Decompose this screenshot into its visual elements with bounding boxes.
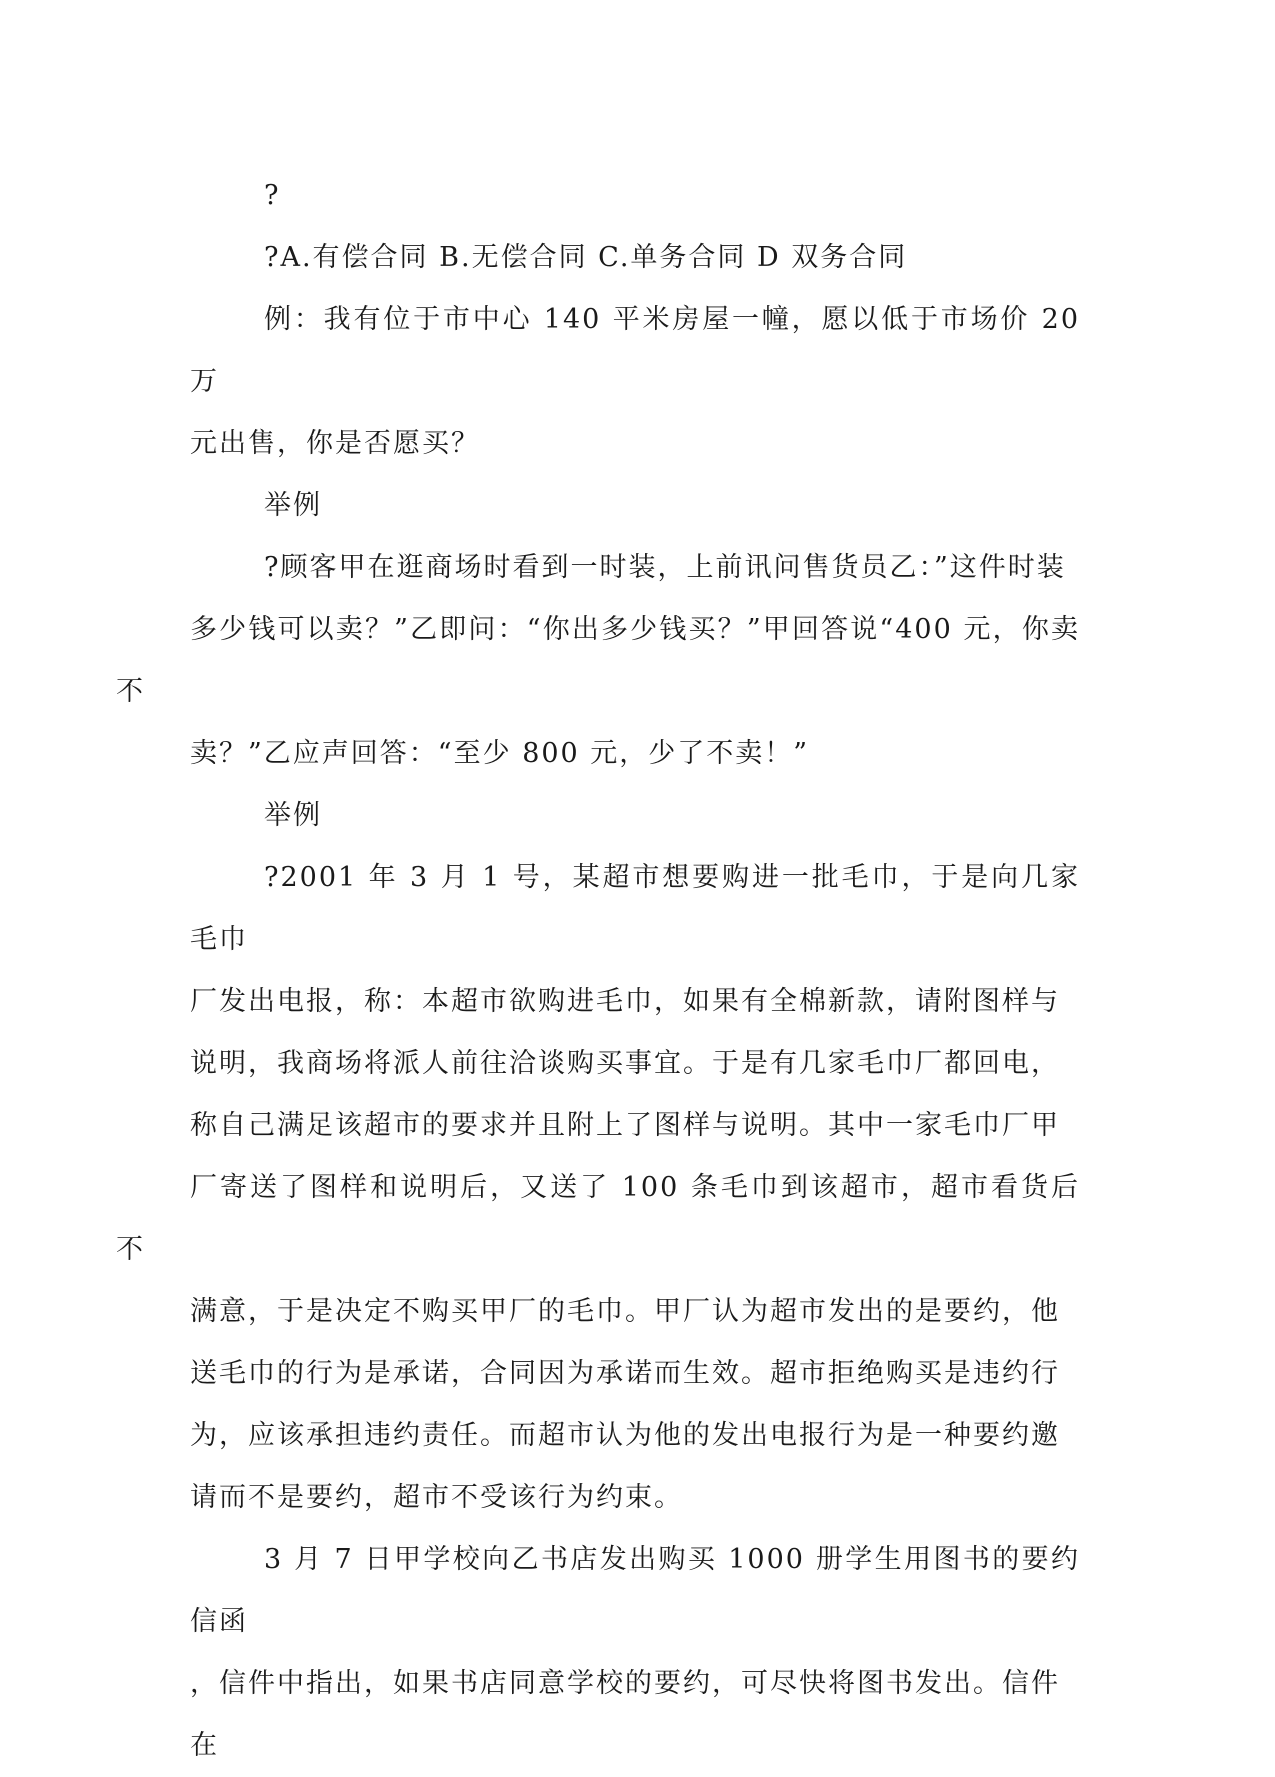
paragraph-line: 说明，我商场将派人前往洽谈购买事宜。于是有几家毛巾厂都回电， xyxy=(190,1048,1060,1079)
paragraph-line: 称自己满足该超市的要求并且附上了图样与说明。其中一家毛巾厂甲 xyxy=(190,1110,1060,1141)
paragraph-line: 元出售，你是否愿买？ xyxy=(190,428,480,459)
paragraph-line: 多少钱可以卖？”乙即问：“你出多少钱买？”甲回答说“400 元，你卖不 xyxy=(116,614,1080,707)
paragraph-line: 厂寄送了图样和说明后，又送了 100 条毛巾到该超市，超市看货后不 xyxy=(116,1172,1080,1265)
paragraph-line: ?顾客甲在逛商场时看到一时装，上前讯问售货员乙：”这件时装 xyxy=(264,552,1066,583)
paragraph-line: ?A.有偿合同 B.无偿合同 C.单务合同 D 双务合同 xyxy=(264,242,908,273)
paragraph-line: 举例 xyxy=(264,800,322,831)
document-paragraph xyxy=(190,227,1080,289)
document-paragraph xyxy=(190,289,1080,475)
document-body xyxy=(116,165,1080,1777)
document-paragraph xyxy=(190,1529,1080,1777)
paragraph-line: ，信件中指出，如果书店同意学校的要约，可尽快将图书发出。信件 xyxy=(190,1668,1060,1699)
paragraph-line: 请而不是要约，超市不受该行为约束。 xyxy=(190,1482,683,1513)
document-paragraph xyxy=(116,537,1080,785)
paragraph-line: 3 月 7 日甲学校向乙书店发出购买 1000 册学生用图书的要约信函 xyxy=(190,1544,1080,1637)
paragraph-line: ?2001 年 3 月 1 号，某超市想要购进一批毛巾，于是向几家毛巾 xyxy=(190,862,1080,955)
paragraph-line: 满意，于是决定不购买甲厂的毛巾。甲厂认为超市发出的是要约，他 xyxy=(190,1296,1060,1327)
paragraph-line: 例：我有位于市中心 140 平米房屋一幢，愿以低于市场价 20 万 xyxy=(190,304,1080,397)
document-paragraph xyxy=(190,165,1080,227)
paragraph-line: ? xyxy=(264,180,281,211)
paragraph-line: 厂发出电报，称：本超市欲购进毛巾，如果有全棉新款，请附图样与 xyxy=(190,986,1060,1017)
paragraph-line: 举例 xyxy=(264,490,322,521)
document-paragraph xyxy=(190,475,1080,537)
paragraph-line: 送毛巾的行为是承诺，合同因为承诺而生效。超市拒绝购买是违约行 xyxy=(190,1358,1060,1389)
paragraph-line: 卖？”乙应声回答：“至少 800 元，少了不卖！” xyxy=(190,738,810,769)
document-paragraph xyxy=(116,847,1080,1529)
document-paragraph xyxy=(190,785,1080,847)
paragraph-line: 为，应该承担违约责任。而超市认为他的发出电报行为是一种要约邀 xyxy=(190,1420,1060,1451)
paragraph-line: 在 xyxy=(190,1730,219,1761)
